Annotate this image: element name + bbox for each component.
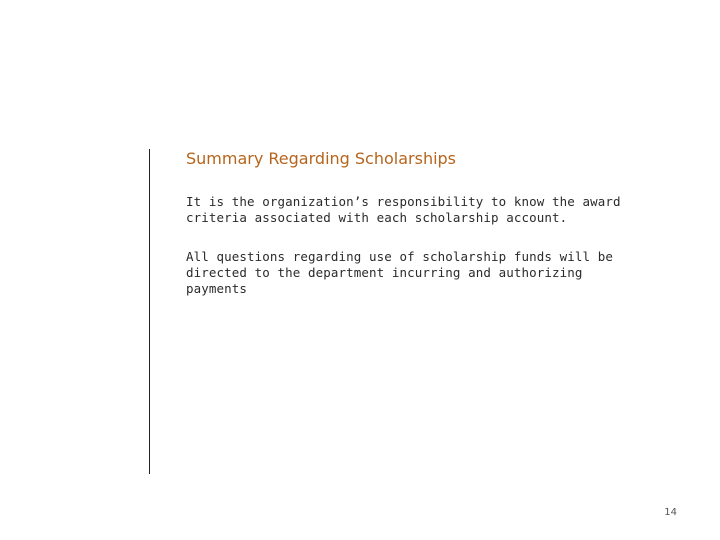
paragraph-responsibility: [186, 194, 621, 226]
paragraph-line: directed to the department incurring and authorizing: [186, 265, 583, 280]
paragraph-line: payments: [186, 281, 248, 296]
paragraph-line: It is the organization’s responsibility to know the award: [186, 194, 621, 209]
vertical-divider: [149, 149, 150, 474]
paragraph-line: criteria associated with each scholarship account.: [186, 210, 568, 225]
paragraph-line: All questions regarding use of scholarship funds will be: [186, 249, 614, 264]
page-number: 14: [664, 507, 677, 518]
slide-title: Summary Regarding Scholarships: [186, 149, 457, 168]
paragraph-questions: [186, 249, 614, 297]
